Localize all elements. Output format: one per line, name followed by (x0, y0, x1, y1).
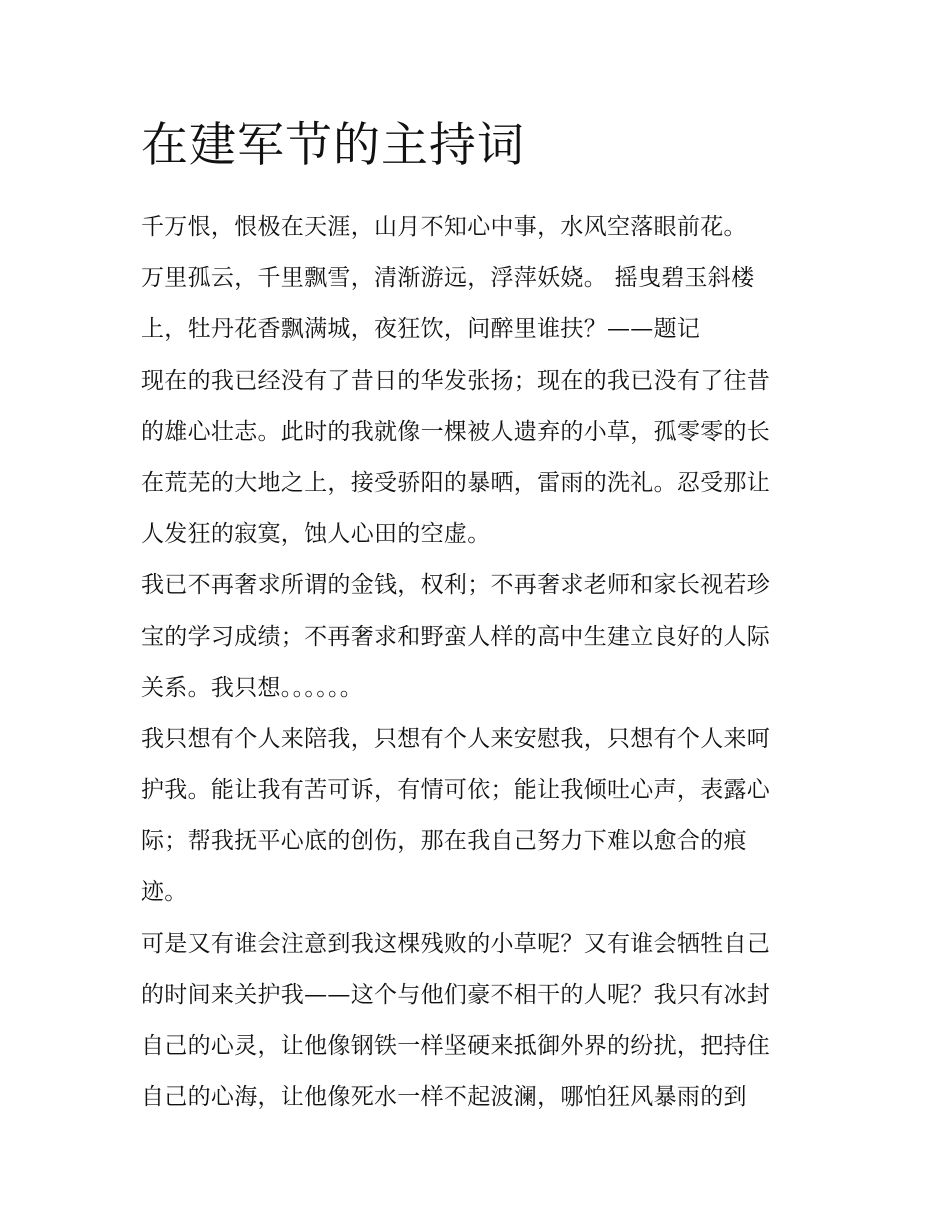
document-body (141, 112, 817, 1123)
text-line: 我已不再奢求所谓的金钱，权利；不再奢求老师和家长视若珍 (141, 572, 771, 599)
text-line: 上，牡丹花香飘满城，夜狂饮，问醉里谁扶？——题记 (141, 316, 701, 343)
text-line: 人发狂的寂寞，蚀人心田的空虚。 (141, 521, 491, 548)
text-line: 自己的心灵，让他像钢铁一样坚硬来抵御外界的纷扰，把持住 (141, 1033, 771, 1059)
text-line: 的时间来关护我——这个与他们豪不相干的人呢？我只有冰封 (141, 981, 771, 1008)
text-line: 千万恨，恨极在天涯，山月不知心中事，水风空落眼前花。 (141, 214, 747, 240)
text-line: 际；帮我抚平心底的创伤，那在我自己努力下难以愈合的痕 (141, 828, 747, 855)
text-line: 自己的心海，让他像死水一样不起波澜，哪怕狂风暴雨的到 (141, 1084, 747, 1111)
text-line: 宝的学习成绩；不再奢求和野蛮人样的高中生建立良好的人际 (141, 623, 771, 650)
text-line: 万里孤云，千里飘雪，清渐游远，浮萍妖娆。 摇曳碧玉斜楼 (141, 265, 755, 292)
text-line: 我只想有个人来陪我，只想有个人来安慰我，只想有个人来呵 (141, 725, 771, 752)
document-title: 在建军节的主持词 (141, 118, 525, 173)
text-block (141, 202, 817, 1123)
text-line: 可是又有谁会注意到我这棵残败的小草呢？又有谁会牺牲自己 (141, 930, 771, 957)
text-line: 关系。我只想。。。。。。 (141, 674, 364, 701)
text-line: 护我。能让我有苦可诉，有情可依；能让我倾吐心声，表露心 (141, 777, 771, 804)
text-line: 迹。 (141, 879, 188, 906)
text-line: 在荒芜的大地之上，接受骄阳的暴晒，雷雨的洗礼。忍受那让 (141, 469, 771, 496)
text-line: 的雄心壮志。此时的我就像一棵被人遗弃的小草，孤零零的长 (141, 418, 771, 445)
text-line: 现在的我已经没有了昔日的华发张扬；现在的我已没有了往昔 (141, 367, 771, 394)
